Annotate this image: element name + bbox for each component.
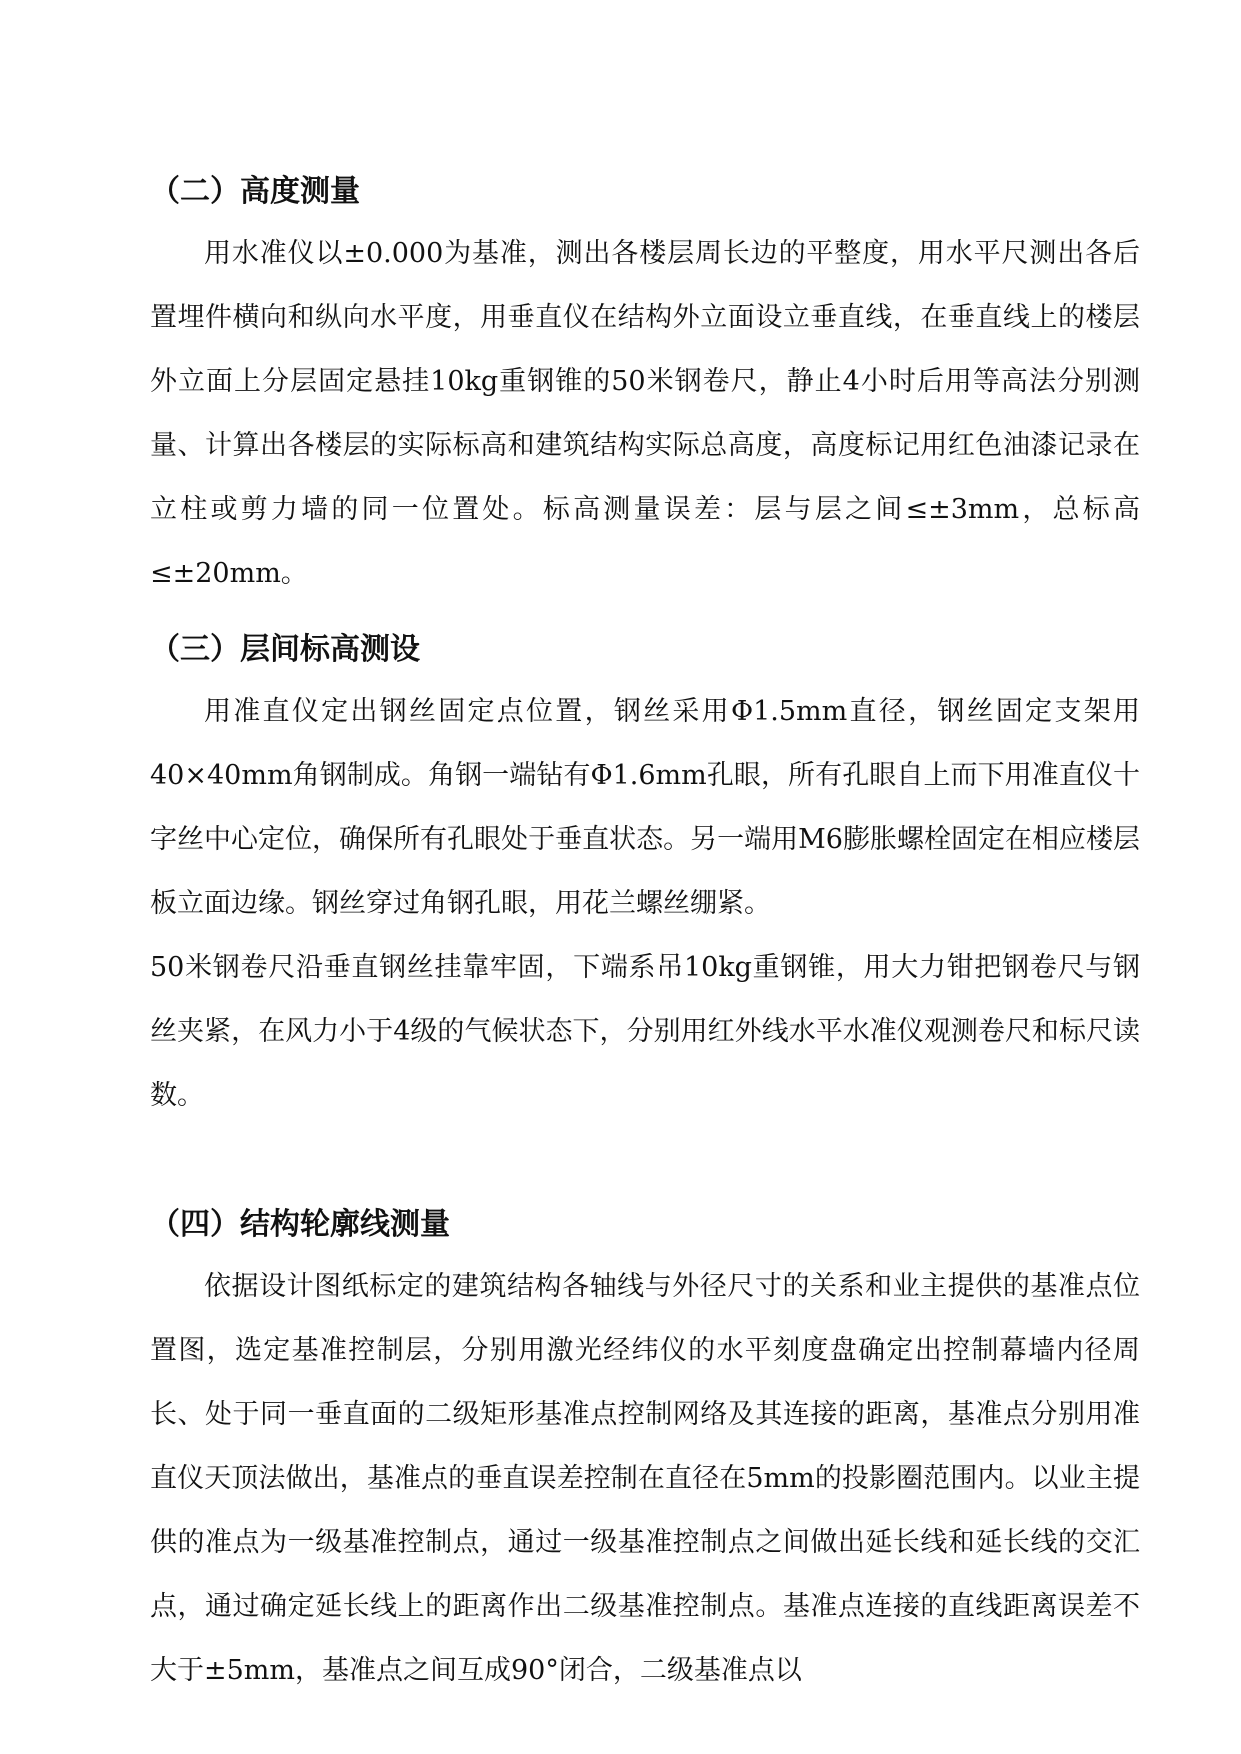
section-heading: （三）层间标高测设: [150, 632, 420, 667]
section-height-measurement: [150, 170, 1140, 606]
section-paragraph: 用水准仪以±0.000为基准，测出各楼层周长边的平整度，用水平尺测出各后置埋件横向和纵向水平度，用垂直仪在结构外立面设立垂直线，在垂直线上的楼层外立面上分层固定悬挂10kg重钢锥的50米钢卷尺，静止4小时后用等高法分别测量、计算出各楼层的实际标高和建筑结构实际总高度，高度标记用红色油漆记录在立柱或剪力墙的同一位置处。标高测量误差：层与层之间≤±3mm，总标高≤±20mm。: [150, 238, 1140, 589]
section-paragraph: 50米钢卷尺沿垂直钢丝挂靠牢固，下端系吊10kg重钢锥，用大力钳把钢卷尺与钢丝夹紧，在风力小于4级的气候状态下，分别用红外线水平水准仪观测卷尺和标尺读数。: [150, 952, 1140, 1111]
section-heading: （四）结构轮廓线测量: [150, 1207, 450, 1242]
section-paragraph: 依据设计图纸标定的建筑结构各轴线与外径尺寸的关系和业主提供的基准点位置图，选定基准控制层，分别用激光经纬仪的水平刻度盘确定出控制幕墙内径周长、处于同一垂直面的二级矩形基准点控制网络及其连接的距离，基准点分别用准直仪天顶法做出，基准点的垂直误差控制在直径在5mm的投影圈范围内。以业主提供的准点为一级基准控制点，通过一级基准控制点之间做出延长线和延长线的交汇点，通过确定延长线上的距离作出二级基准控制点。基准点连接的直线距离误差不大于±5mm，基准点之间互成90°闭合，二级基准点以: [150, 1271, 1140, 1686]
section-heading: （二）高度测量: [150, 174, 360, 209]
section-structure-outline-measurement: [150, 1203, 1140, 1703]
section-floor-elevation-setting: [150, 628, 1140, 1128]
section-paragraph: 用准直仪定出钢丝固定点位置，钢丝采用Φ1.5mm直径，钢丝固定支架用40×40mm角钢制成。角钢一端钻有Φ1.6mm孔眼，所有孔眼自上而下用准直仪十字丝中心定位，确保所有孔眼处于垂直状态。另一端用M6膨胀螺栓固定在相应楼层板立面边缘。钢丝穿过角钢孔眼，用花兰螺丝绷紧。: [150, 696, 1140, 919]
